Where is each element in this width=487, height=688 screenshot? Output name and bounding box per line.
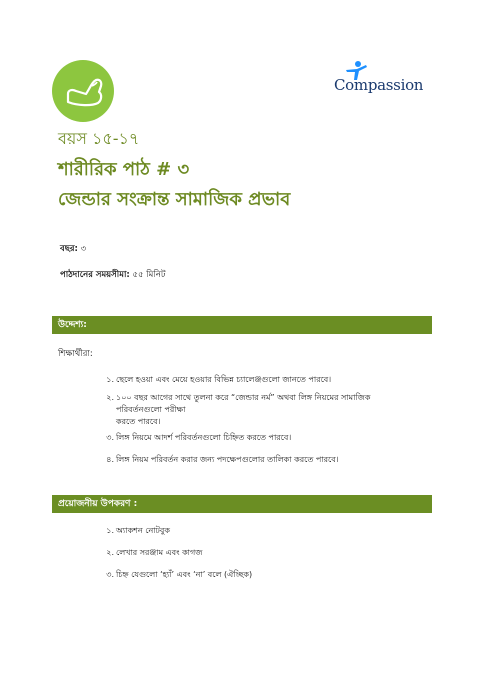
list-item (106, 547, 416, 559)
list-text: ছেলে হওয়া এবং মেয়ে হওয়ার বিভিন্ন চ্যালেঞ্জগুলো জানতে পারবে। (116, 375, 332, 384)
list-number: ৩. (106, 433, 114, 442)
list-text: চিহ্ন যেগুলো ‘হ্যাঁ’ এবং ‘না’ বলে (ঐচ্ছিক) (116, 570, 253, 579)
time-value: ৫৫ মিনিট (132, 270, 166, 280)
year-label: বছর: (60, 244, 78, 254)
list-text-continued: করতে পারবে। (116, 417, 161, 426)
compassion-logo (330, 60, 440, 100)
materials-heading: প্রয়োজনীয় উপকরণ : (52, 495, 432, 513)
list-number: ২. (106, 548, 114, 557)
list-number: ১. (106, 375, 114, 384)
list-item (106, 374, 416, 386)
list-item (106, 525, 416, 537)
lesson-heading: শারীরিক পাঠ # ৩ (58, 159, 190, 180)
list-number: ৩. (106, 570, 114, 579)
list-text: লেখার সরঞ্জাম এবং কাগজ (116, 548, 203, 557)
list-item (106, 392, 416, 428)
strength-badge (52, 60, 114, 122)
objectives-intro: শিক্ষার্থীরা: (58, 349, 93, 359)
brand-name: Compassion (334, 76, 424, 94)
flexed-arm-icon (52, 60, 114, 122)
objectives-heading: উদ্দেশ্য: (52, 316, 432, 334)
list-item (106, 569, 416, 581)
list-number: ২. (106, 393, 114, 402)
year-line (60, 242, 86, 256)
time-label: পাঠদানের সময়সীমা: (60, 270, 130, 280)
list-number: ১. (106, 526, 114, 535)
list-text: লিঙ্গ নিয়ম পরিবর্তন করার জন্য পদক্ষেপগুলোর তালিকা করতে পারবে। (116, 455, 339, 464)
list-text: লিঙ্গ নিয়মে আদর্শ পরিবর্তনগুলো চিহ্নিত করতে পারবে। (116, 433, 292, 442)
page-title: জেন্ডার সংক্রান্ত সামাজিক প্রভাব (58, 189, 291, 210)
list-item (106, 432, 416, 444)
list-number: ৪. (106, 455, 114, 464)
list-text: অ্যাকশন নোটবুক (116, 526, 170, 535)
time-line (60, 268, 166, 282)
list-item (106, 454, 416, 466)
age-heading: বয়স ১৫-১৭ (58, 129, 140, 148)
list-text: ১০০ বছর আগের সাথে তুলনা করে “জেন্ডার নর্ম” অথবা লিঙ্গ নিয়মের সামাজিক পরিবর্তনগুলো পরীক্ষা (116, 393, 371, 414)
year-value: ৩ (80, 244, 87, 254)
